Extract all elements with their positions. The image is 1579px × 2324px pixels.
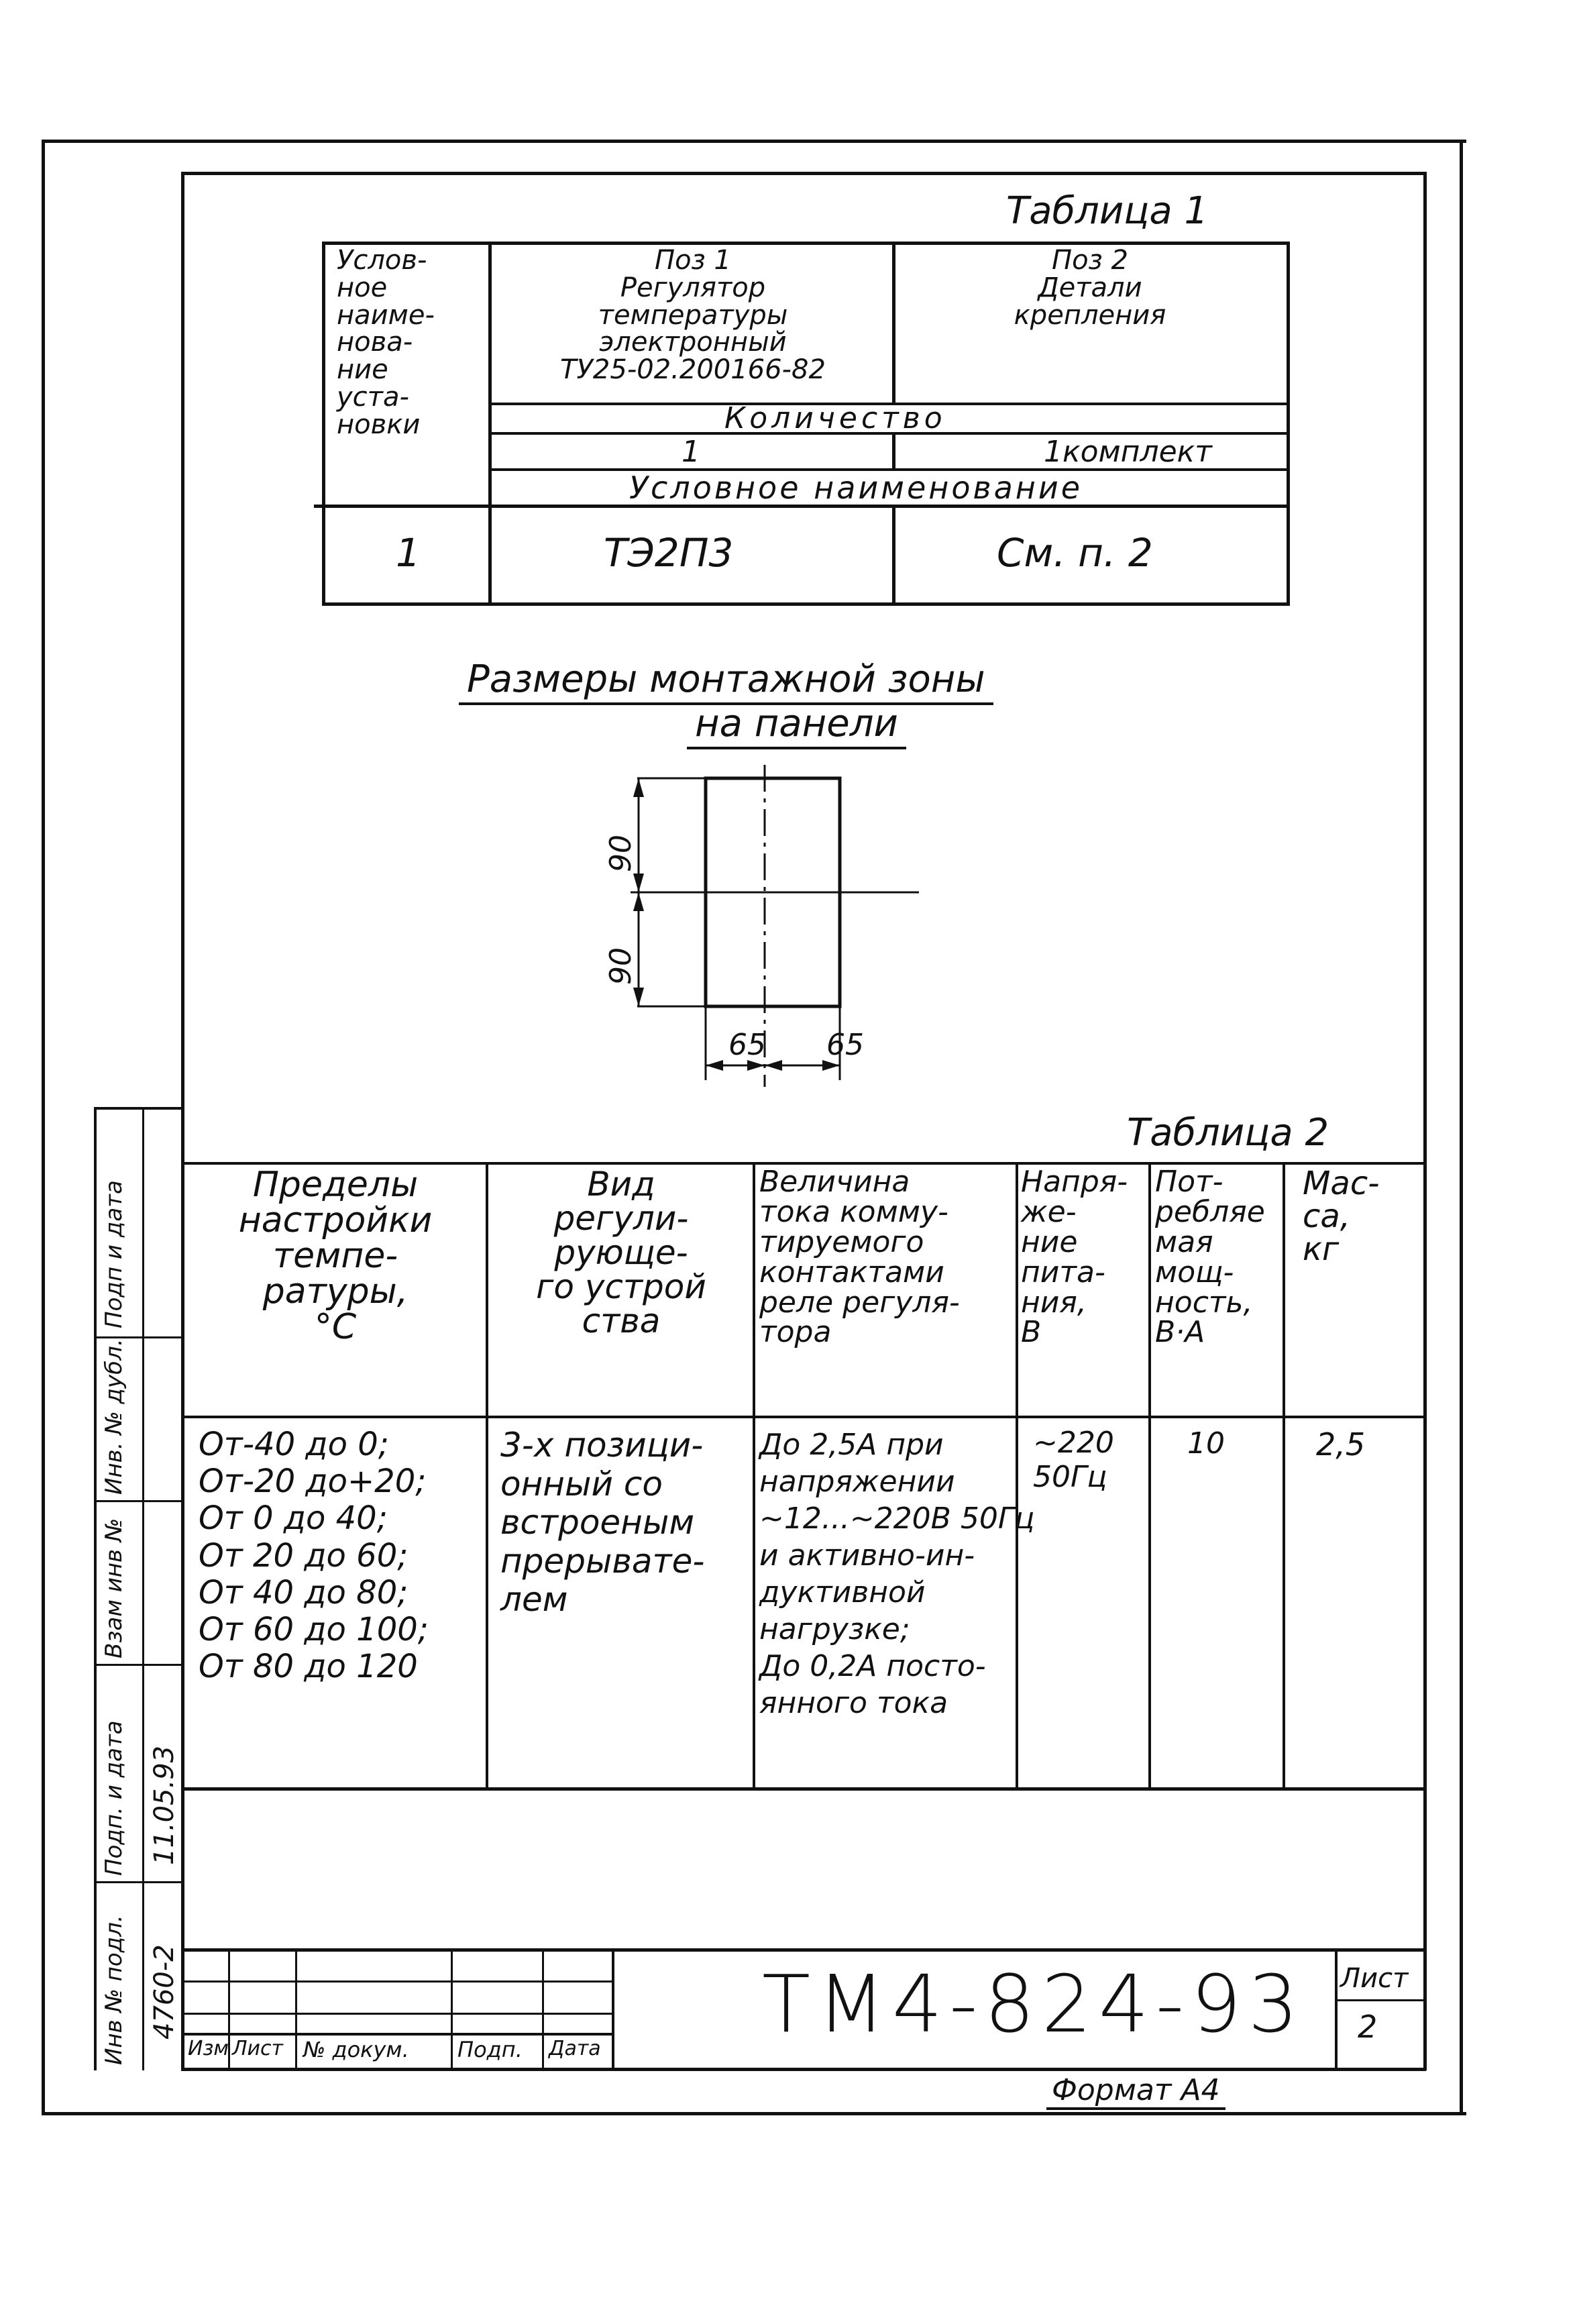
tb-sheet-left bbox=[1335, 1948, 1338, 2069]
mounting-zone-drawing bbox=[590, 745, 939, 1120]
outer-frame-right bbox=[1460, 140, 1463, 2115]
table2-cell-device: 3-х позици- онный со встроеным прерывате- лем bbox=[500, 1426, 705, 1619]
stamp-sep4 bbox=[94, 1881, 184, 1883]
mounting-zone-title-2: на панели bbox=[687, 702, 906, 749]
stamp-sep3 bbox=[94, 1664, 184, 1666]
title-block-top bbox=[184, 1948, 1425, 1952]
sheet-label: Лист bbox=[1340, 1963, 1409, 1994]
outer-frame-left bbox=[42, 140, 45, 2115]
table1-col2-mid bbox=[892, 432, 895, 470]
tb-col-date: Дата bbox=[549, 2037, 601, 2060]
stamp-sep2 bbox=[94, 1500, 184, 1502]
table2-header-temperature: Пределы настройки темпе- ратуры, °С bbox=[238, 1165, 433, 1348]
table1-col2-lower bbox=[892, 505, 895, 606]
tb-v2 bbox=[295, 1948, 297, 2069]
stamp-date-value: 11.05.93 bbox=[149, 1745, 180, 1865]
title-block-row2 bbox=[184, 1980, 614, 1983]
table1-row-pos1: ТЭ2П3 bbox=[604, 530, 734, 576]
inner-frame-top bbox=[181, 172, 1426, 175]
stamp-inv-podl: Инв № подл. bbox=[101, 1915, 127, 2065]
table2-col4 bbox=[1148, 1162, 1151, 1790]
table1-left bbox=[322, 242, 325, 606]
tb-sheet-mid bbox=[1335, 1999, 1425, 2001]
table1-top bbox=[322, 242, 1288, 245]
table1-right bbox=[1287, 242, 1290, 606]
table1-row-number: 1 bbox=[396, 530, 421, 576]
table1-col1 bbox=[488, 242, 492, 606]
table2-bottom bbox=[184, 1787, 1425, 1791]
outer-frame-bottom bbox=[42, 2112, 1466, 2115]
dim-vertical-1: 90 bbox=[604, 835, 638, 872]
stamp-left bbox=[94, 1107, 97, 2070]
table2-header-bottom bbox=[184, 1416, 1425, 1418]
table1-bottom bbox=[322, 602, 1288, 606]
table1-qty2: 1комплект bbox=[1044, 435, 1212, 469]
inner-frame-bottom bbox=[181, 2068, 1426, 2071]
stamp-inv-dubl: Инв. № дубл. bbox=[101, 1338, 127, 1495]
table2-cell-ranges: От-40 до 0; От-20 до+20; От 0 до 40; От 20 до 60; От 40 до 80; От 60 до 100; От 80 до 120 bbox=[199, 1426, 429, 1686]
stamp-mid bbox=[142, 1107, 144, 2070]
table1-qty1: 1 bbox=[682, 435, 700, 469]
document-number: ТМ4-824-93 bbox=[762, 1958, 1305, 2050]
stamp-inv-value: 4760-2 bbox=[149, 1944, 180, 2040]
tb-col-izm: Изм bbox=[188, 2037, 229, 2060]
table2-header-current: Величина тока комму- тируемого контактами реле регуля- тора bbox=[759, 1165, 960, 1350]
tb-v5 bbox=[612, 1948, 614, 2069]
inner-frame-right bbox=[1423, 172, 1427, 2070]
table1-col2-upper bbox=[892, 242, 895, 403]
format-label: Формат А4 bbox=[1046, 2073, 1226, 2110]
dim-horizontal-2: 65 bbox=[826, 1028, 864, 1062]
stamp-right bbox=[181, 1107, 184, 2070]
table2-cell-current: До 2,5А при напряжении ~12...~220В 50Гц и активно-ин- дуктивной нагрузке; До 0,2А посто- янного тока bbox=[759, 1428, 1035, 1720]
title-block-row3 bbox=[184, 2013, 614, 2015]
tb-col-doc: № докум. bbox=[303, 2037, 409, 2062]
table1-row-pos2: См. п. 2 bbox=[997, 530, 1153, 576]
stamp-podp-data-2: Подп. и дата bbox=[101, 1720, 127, 1876]
table1-col1-header: Услов- ное наиме- нова- ние уста- новки bbox=[337, 245, 435, 440]
outer-frame-top bbox=[42, 140, 1466, 143]
table1-pos2-header: Поз 2 Детали крепления bbox=[1014, 245, 1166, 331]
table2-header-device: Вид регули- рующе- го устрой ства bbox=[536, 1165, 706, 1340]
tb-col-list: Лист bbox=[232, 2037, 284, 2060]
mounting-zone-title-1: Размеры монтажной зоны bbox=[459, 657, 993, 705]
stamp-top bbox=[94, 1107, 184, 1110]
table2-header-mass: Мас- са, кг bbox=[1303, 1165, 1380, 1268]
tb-col-sign: Подп. bbox=[457, 2037, 523, 2062]
dim-horizontal-1: 65 bbox=[728, 1028, 766, 1062]
table1-pos1-header: Поз 1 Регулятор температуры электронный ТУ25-02.200166-82 bbox=[560, 245, 826, 386]
title-block-row4 bbox=[184, 2033, 614, 2036]
table2-cell-power: 10 bbox=[1187, 1426, 1225, 1461]
table2-header-power: Пот- ребляе мая мощ- ность, В·А bbox=[1155, 1165, 1265, 1350]
stamp-podp-data: Подп и дата bbox=[101, 1180, 127, 1328]
table2-cell-mass: 2,5 bbox=[1316, 1426, 1366, 1463]
dim-vertical-2: 90 bbox=[604, 947, 638, 985]
tb-v3 bbox=[451, 1948, 453, 2069]
table2-col2 bbox=[753, 1162, 755, 1790]
tb-v4 bbox=[542, 1948, 544, 2069]
table1-quantity-label: Количество bbox=[724, 401, 946, 435]
table2-col1 bbox=[486, 1162, 488, 1790]
table2-header-voltage: Напря- же- ние пита- ния, В bbox=[1021, 1165, 1128, 1350]
sheet-number: 2 bbox=[1358, 2009, 1378, 2045]
table2-caption: Таблица 2 bbox=[1127, 1111, 1329, 1155]
table2-cell-voltage: ~220 50Гц bbox=[1033, 1426, 1114, 1494]
table2-col5 bbox=[1283, 1162, 1285, 1790]
stamp-vzam-inv: Взам инв № bbox=[101, 1518, 127, 1658]
table1-designation-label: Условное наименование bbox=[629, 470, 1083, 506]
table1-caption: Таблица 1 bbox=[1006, 189, 1209, 233]
